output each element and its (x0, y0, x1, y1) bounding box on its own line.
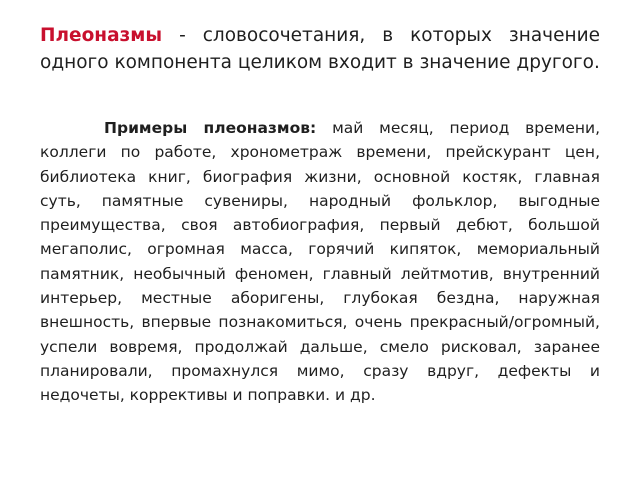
examples-text: май месяц, период времени, коллеги по работе, хронометраж времени, прейскурант цен, библиотека книг, биография жизни, основной костяк, главная суть, памятные сувениры, народный фольклор, выгодные преимущества, своя автобиография, первый дебют, большой мегаполис, огромная масса, горячий кипяток, мемориальный памятник, необычный феномен, главный лейтмотив, внутренний интерьер, местные аборигены, глубокая бездна, наружная внешность, впервые познакомиться, очень прекрасный/огромный, успели вовремя, продолжай дальше, смело рисковал, заранее планировали, промахнулся мимо, сразу вдруг, дефекты и недочеты, коррективы и поправки. и др. (40, 119, 601, 405)
examples-label: Примеры плеоназмов: (104, 119, 317, 137)
term-heading: Плеоназмы (40, 25, 163, 46)
definition-text: - словосочетания, в которых значение одного компонента целиком входит в значение другого. (40, 25, 600, 73)
definition-paragraph (40, 22, 600, 76)
examples-paragraph (40, 116, 600, 408)
